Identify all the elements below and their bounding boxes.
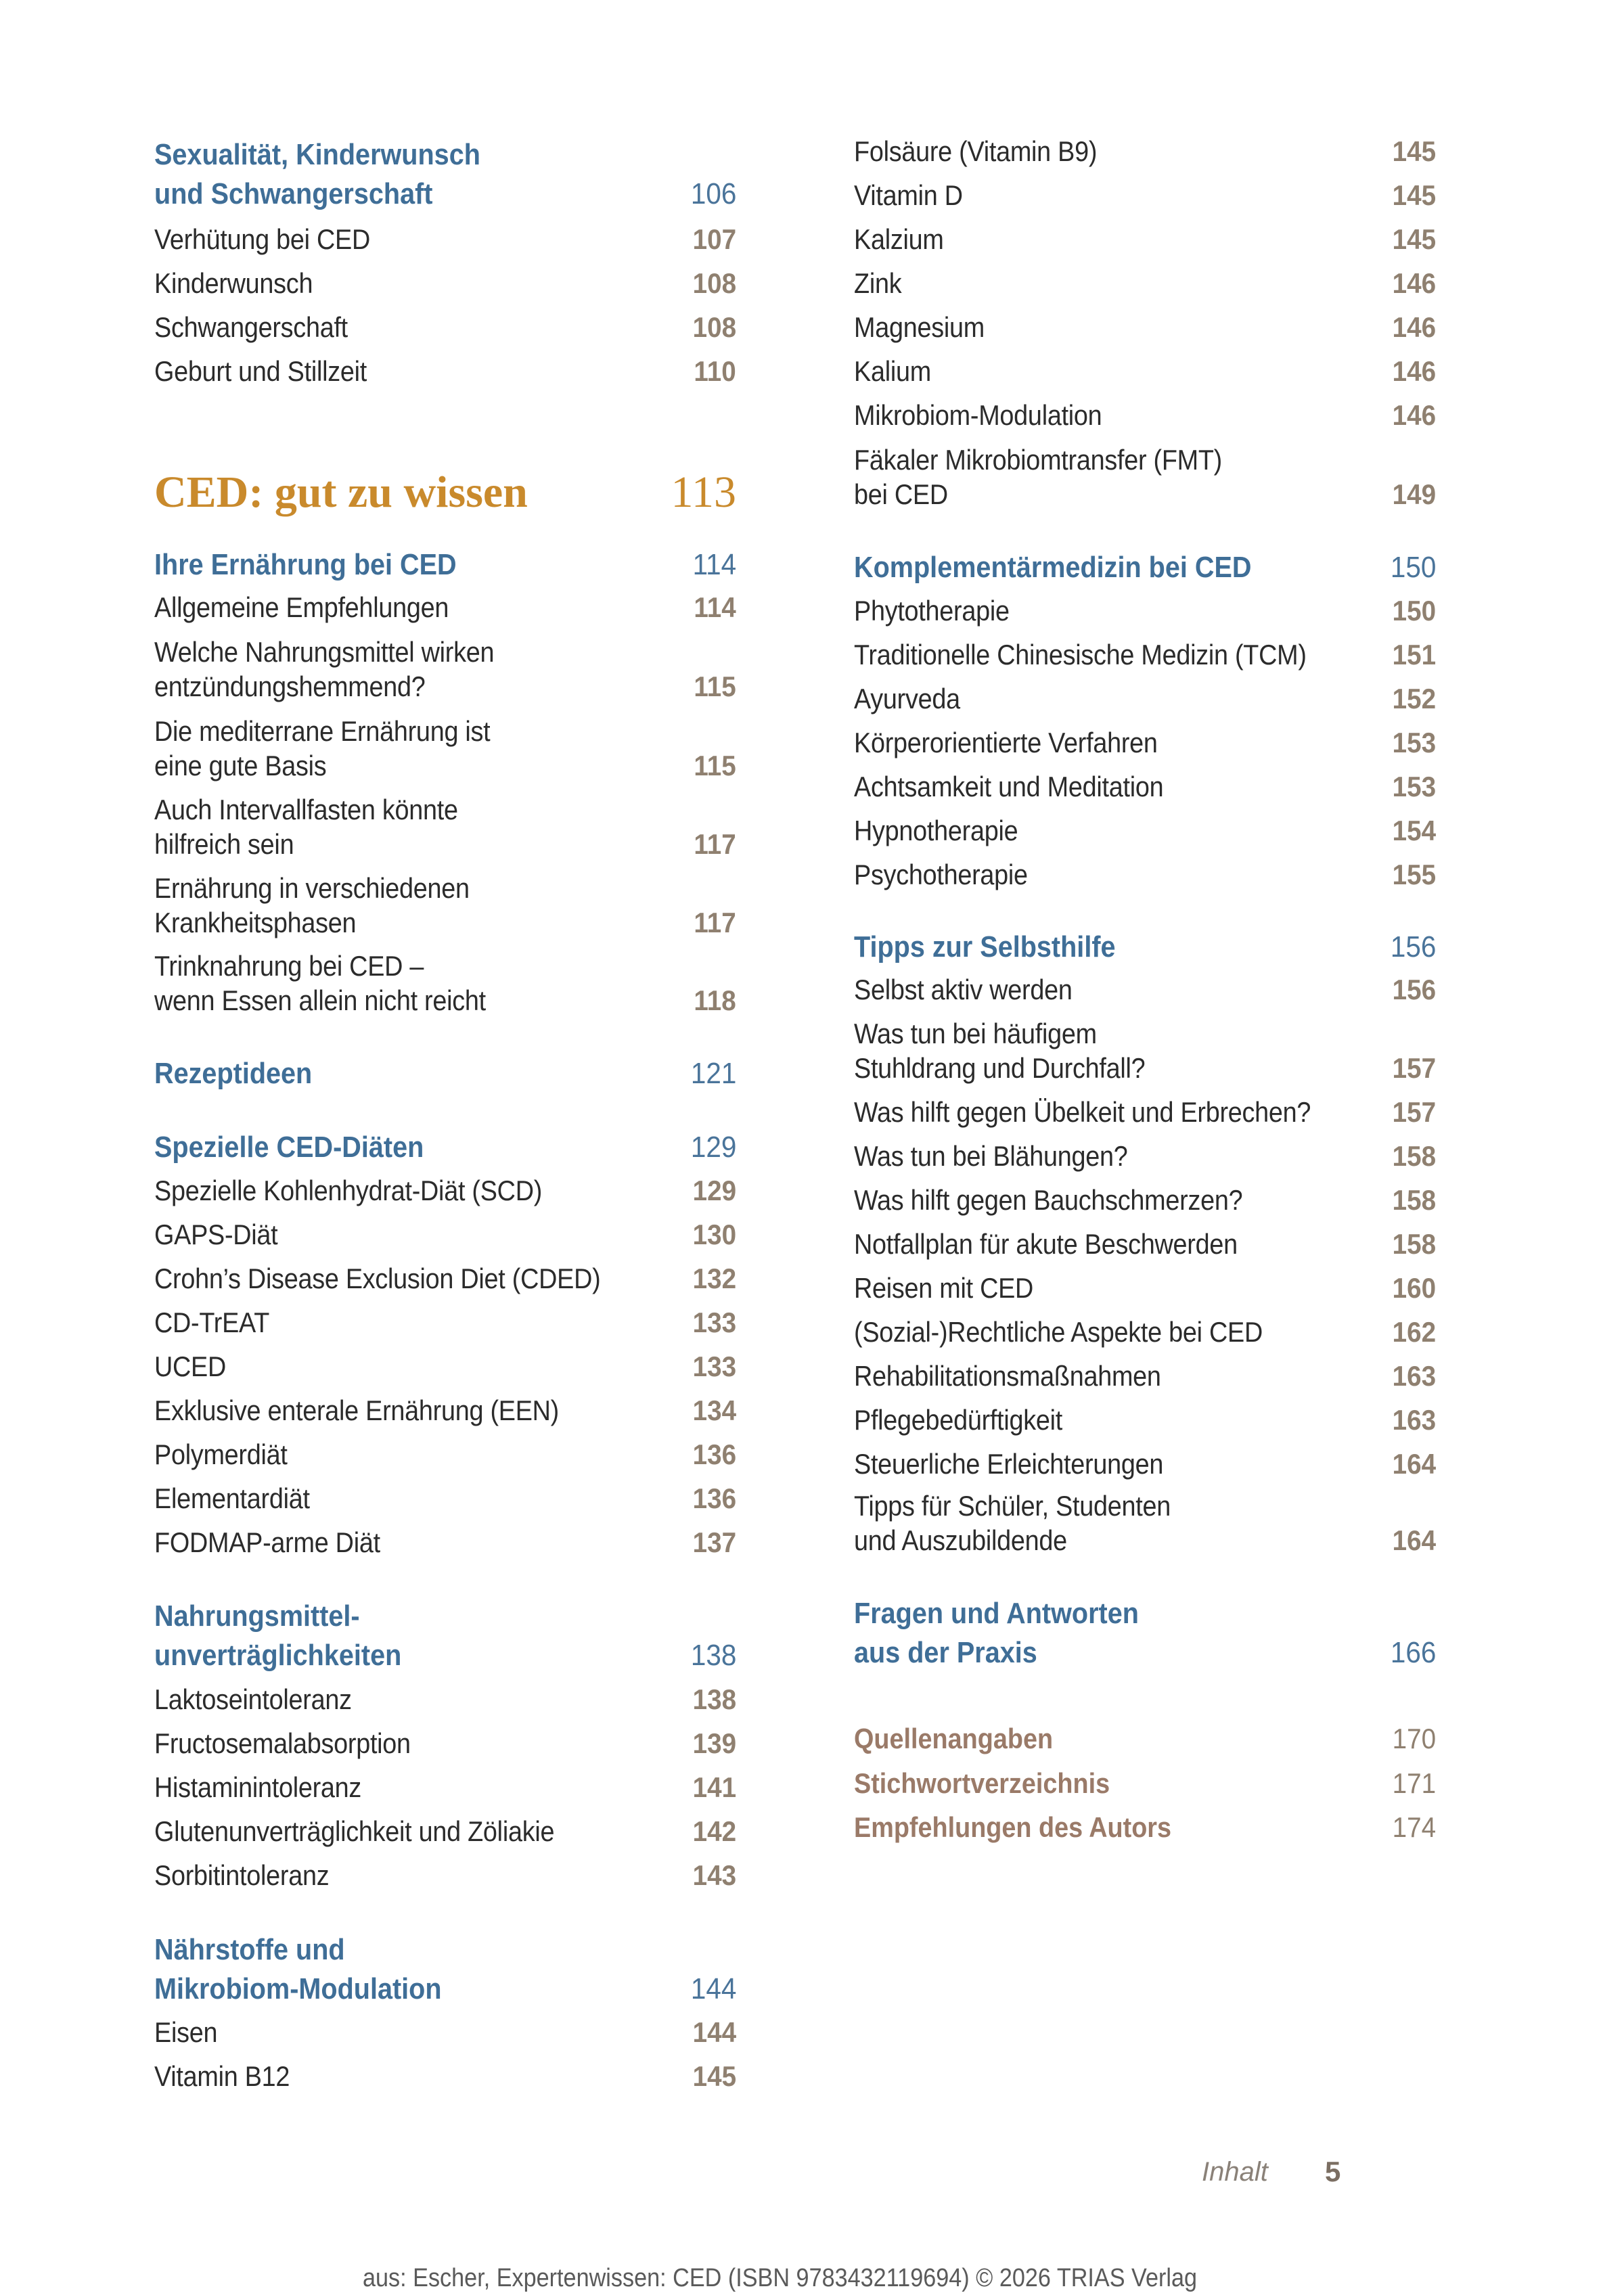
toc-page-number: 132: [692, 1263, 736, 1294]
toc-entry-title: Sexualität, Kinderwunsch: [154, 138, 480, 171]
toc-entry-title: Exklusive enterale Ernährung (EEN): [154, 1394, 560, 1426]
toc-entry-title: Was tun bei häufigem: [854, 1018, 1097, 1049]
toc-page-number: 108: [692, 311, 736, 343]
toc-entry-title: Nahrungsmittel-: [154, 1599, 360, 1633]
toc-page-number: 129: [692, 1175, 736, 1206]
toc-entry-title: Stichwortverzeichnis: [854, 1767, 1110, 1799]
toc-page-number: 145: [692, 2060, 736, 2092]
toc-page-number: 108: [692, 267, 736, 299]
toc-page-number: 155: [1392, 859, 1436, 890]
toc-entry-title: Ayurveda: [854, 683, 960, 714]
toc-entry-title: Mikrobiom-Modulation: [854, 399, 1102, 431]
toc-page-number: 170: [1392, 1723, 1436, 1754]
toc-entry-title: Vitamin B12: [154, 2060, 290, 2092]
toc-entry-title: Trinknahrung bei CED –: [154, 950, 424, 982]
toc-entry-title: wenn Essen allein nicht reicht: [154, 984, 486, 1016]
toc-entry-title: Vitamin D: [854, 179, 963, 211]
toc-page-number: 115: [694, 750, 736, 781]
toc-entry-title: und Auszubildende: [854, 1524, 1067, 1556]
toc-page-number: 153: [1392, 771, 1436, 802]
toc-page-number: 164: [1392, 1524, 1436, 1556]
toc-entry-title: unverträglichkeiten: [154, 1639, 402, 1672]
toc-entry-title: Reisen mit CED: [854, 1272, 1034, 1304]
toc-page-number: 113: [671, 468, 736, 517]
toc-page-number: 163: [1392, 1404, 1436, 1436]
toc-entry-title: bei CED: [854, 478, 948, 510]
toc-page-number: 156: [1390, 930, 1436, 963]
toc-entry-title: Phytotherapie: [854, 595, 1010, 627]
toc-entry-title: Tipps für Schüler, Studenten: [854, 1490, 1171, 1522]
toc-entry-title: Crohn’s Disease Exclusion Diet (CDED): [154, 1263, 601, 1294]
toc-entry-title: Die mediterrane Ernährung ist: [154, 715, 491, 747]
toc-entry-title: Fragen und Antworten: [854, 1597, 1139, 1630]
toc-page-number: 162: [1392, 1316, 1436, 1348]
toc-page-number: 145: [1392, 179, 1436, 211]
toc-entry-title: Tipps zur Selbsthilfe: [854, 930, 1116, 963]
toc-page-number: 106: [690, 177, 736, 210]
toc-entry-title: hilfreich sein: [154, 828, 294, 860]
toc-page-number: 145: [1392, 135, 1436, 167]
toc-page-number: 146: [1392, 311, 1436, 343]
toc-page-number: 157: [1392, 1052, 1436, 1084]
toc-page-number: 117: [694, 828, 736, 860]
toc-entry-title: Laktoseintoleranz: [154, 1683, 352, 1715]
toc-page-number: 150: [1390, 551, 1436, 584]
toc-page-number: 137: [692, 1526, 736, 1558]
toc-entry-title: Kalzium: [854, 223, 944, 255]
toc-page-number: 110: [694, 355, 736, 387]
page-number: 5: [1325, 2156, 1341, 2187]
toc-entry-title: Krankheitsphasen: [154, 907, 357, 938]
toc-entry-title: Spezielle Kohlenhydrat-Diät (SCD): [154, 1175, 543, 1206]
toc-page-number: 144: [692, 2016, 736, 2048]
toc-page-number: 139: [692, 1727, 736, 1759]
toc-page-number: 143: [692, 1859, 736, 1891]
toc-page-number: 136: [692, 1482, 736, 1514]
toc-page-number: 171: [1392, 1767, 1436, 1799]
toc-page-number: 136: [692, 1438, 736, 1470]
toc-page-number: 146: [1392, 355, 1436, 387]
toc-page-number: 146: [1392, 267, 1436, 299]
toc-page-number: 121: [690, 1057, 736, 1090]
toc-entry-title: Was hilft gegen Übelkeit und Erbrechen?: [854, 1096, 1311, 1128]
toc-entry-title: Was tun bei Blähungen?: [854, 1140, 1128, 1172]
toc-entry-title: Körperorientierte Verfahren: [854, 727, 1158, 758]
toc-entry-title: Welche Nahrungsmittel wirken: [154, 636, 495, 668]
toc-page-number: 149: [1392, 478, 1436, 510]
toc-entry-title: Allgemeine Empfehlungen: [154, 591, 449, 623]
toc-entry-title: Notfallplan für akute Beschwerden: [854, 1228, 1238, 1260]
toc-entry-title: UCED: [154, 1350, 227, 1382]
toc-page-number: 117: [694, 907, 736, 938]
toc-page-number: 166: [1390, 1636, 1436, 1669]
toc-entry-title: Zink: [854, 267, 902, 299]
toc-entry-title: Histaminintoleranz: [154, 1771, 362, 1803]
toc-page-number: 130: [692, 1219, 736, 1250]
toc-entry-title: Steuerliche Erleichterungen: [854, 1448, 1164, 1480]
toc-entry-title: Selbst aktiv werden: [854, 974, 1073, 1005]
toc-page-number: 152: [1392, 683, 1436, 714]
toc-entry-title: FODMAP-arme Diät: [154, 1526, 380, 1558]
toc-entry-title: Verhütung bei CED: [154, 223, 371, 255]
toc-entry-title: Was hilft gegen Bauchschmerzen?: [854, 1184, 1243, 1216]
toc-entry-title: Nährstoffe und: [154, 1933, 345, 1966]
toc-page-number: 158: [1392, 1140, 1436, 1172]
toc-page-number: 153: [1392, 727, 1436, 758]
toc-entry-title: Komplementärmedizin bei CED: [854, 551, 1252, 584]
toc-page-number: 164: [1392, 1448, 1436, 1480]
toc-entry-title: Stuhldrang und Durchfall?: [854, 1052, 1146, 1084]
toc-page-number: 134: [692, 1394, 736, 1426]
toc-page-number: 151: [1392, 639, 1436, 671]
toc-entry-title: Schwangerschaft: [154, 311, 348, 343]
toc-entry-title: Quellenangaben: [854, 1723, 1054, 1754]
toc-entry-title: Ihre Ernährung bei CED: [154, 548, 457, 581]
toc-entry-title: (Sozial-)Rechtliche Aspekte bei CED: [854, 1316, 1263, 1348]
toc-page-number: 150: [1392, 595, 1436, 627]
toc-page-number: 158: [1392, 1228, 1436, 1260]
toc-entry-title: Pflegebedürftigkeit: [854, 1404, 1062, 1436]
toc-page-number: 118: [694, 984, 736, 1016]
toc-page-number: 115: [694, 671, 736, 702]
toc-entry-title: Folsäure (Vitamin B9): [854, 135, 1098, 167]
toc-page-number: 154: [1392, 815, 1436, 846]
toc-entry-title: Geburt und Stillzeit: [154, 355, 367, 387]
toc-page-number: 129: [690, 1131, 736, 1164]
toc-entry-title: und Schwangerschaft: [154, 177, 433, 210]
toc-entry-title: Ernährung in verschiedenen: [154, 872, 470, 904]
toc-entry-title: Rezeptideen: [154, 1057, 313, 1090]
toc-entry-title: Traditionelle Chinesische Medizin (TCM): [854, 639, 1307, 671]
toc-entry-title: Fäkaler Mikrobiomtransfer (FMT): [854, 444, 1223, 476]
toc-entry-title: Eisen: [154, 2016, 218, 2048]
toc-page-number: 163: [1392, 1360, 1436, 1392]
toc-entry-title: Magnesium: [854, 311, 985, 343]
toc-entry-title: Mikrobiom-Modulation: [154, 1972, 442, 2005]
copyright-footer: aus: Escher, Expertenwissen: CED (ISBN 9783432119694) © 2026 TRIAS Verlag: [363, 2264, 1198, 2292]
toc-entry-title: CED: gut zu wissen: [154, 468, 528, 517]
toc-entry-title: Fructosemalabsorption: [154, 1727, 411, 1759]
toc-entry-title: Elementardiät: [154, 1482, 310, 1514]
toc-page-number: 174: [1392, 1811, 1436, 1843]
toc-entry-title: Auch Intervallfasten könnte: [154, 794, 458, 825]
toc-entry-title: eine gute Basis: [154, 750, 327, 781]
toc-page-number: 145: [1392, 223, 1436, 255]
toc-page-number: 133: [692, 1307, 736, 1338]
toc-entry-title: GAPS-Diät: [154, 1219, 278, 1250]
toc-entry-title: CD-TrEAT: [154, 1307, 270, 1338]
toc-entry-title: Kinderwunsch: [154, 267, 313, 299]
toc-page-number: 144: [690, 1972, 736, 2005]
toc-page-number: 114: [692, 548, 736, 581]
toc-entry-title: Kalium: [854, 355, 931, 387]
toc-page-number: 142: [692, 1815, 736, 1847]
toc-entry-title: Glutenunverträglichkeit und Zöliakie: [154, 1815, 555, 1847]
running-head: Inhalt: [1202, 2157, 1268, 2187]
toc-page-number: 158: [1392, 1184, 1436, 1216]
toc-entry-title: Achtsamkeit und Meditation: [854, 771, 1164, 802]
toc-entry-title: aus der Praxis: [854, 1636, 1037, 1669]
toc-entry-title: Hypnotherapie: [854, 815, 1018, 846]
toc-entry-title: Polymerdiät: [154, 1438, 288, 1470]
toc-page-number: 141: [692, 1771, 736, 1803]
toc-page-number: 114: [694, 591, 736, 623]
toc-page-number: 156: [1392, 974, 1436, 1005]
toc-entry-title: entzündungshemmend?: [154, 671, 426, 702]
toc-page-number: 160: [1392, 1272, 1436, 1304]
toc-entry-title: Spezielle CED-Diäten: [154, 1131, 424, 1164]
toc-page-number: 138: [690, 1639, 736, 1672]
toc-entry-title: Sorbitintoleranz: [154, 1859, 330, 1891]
toc-page-number: 133: [692, 1350, 736, 1382]
toc-entry-title: Psychotherapie: [854, 859, 1028, 890]
toc-page-number: 138: [692, 1683, 736, 1715]
toc-page-number: 157: [1392, 1096, 1436, 1128]
toc-page-number: 146: [1392, 399, 1436, 431]
toc-entry-title: Empfehlungen des Autors: [854, 1811, 1172, 1843]
toc-entry-title: Rehabilitationsmaßnahmen: [854, 1360, 1161, 1392]
toc-page-number: 107: [692, 223, 736, 255]
